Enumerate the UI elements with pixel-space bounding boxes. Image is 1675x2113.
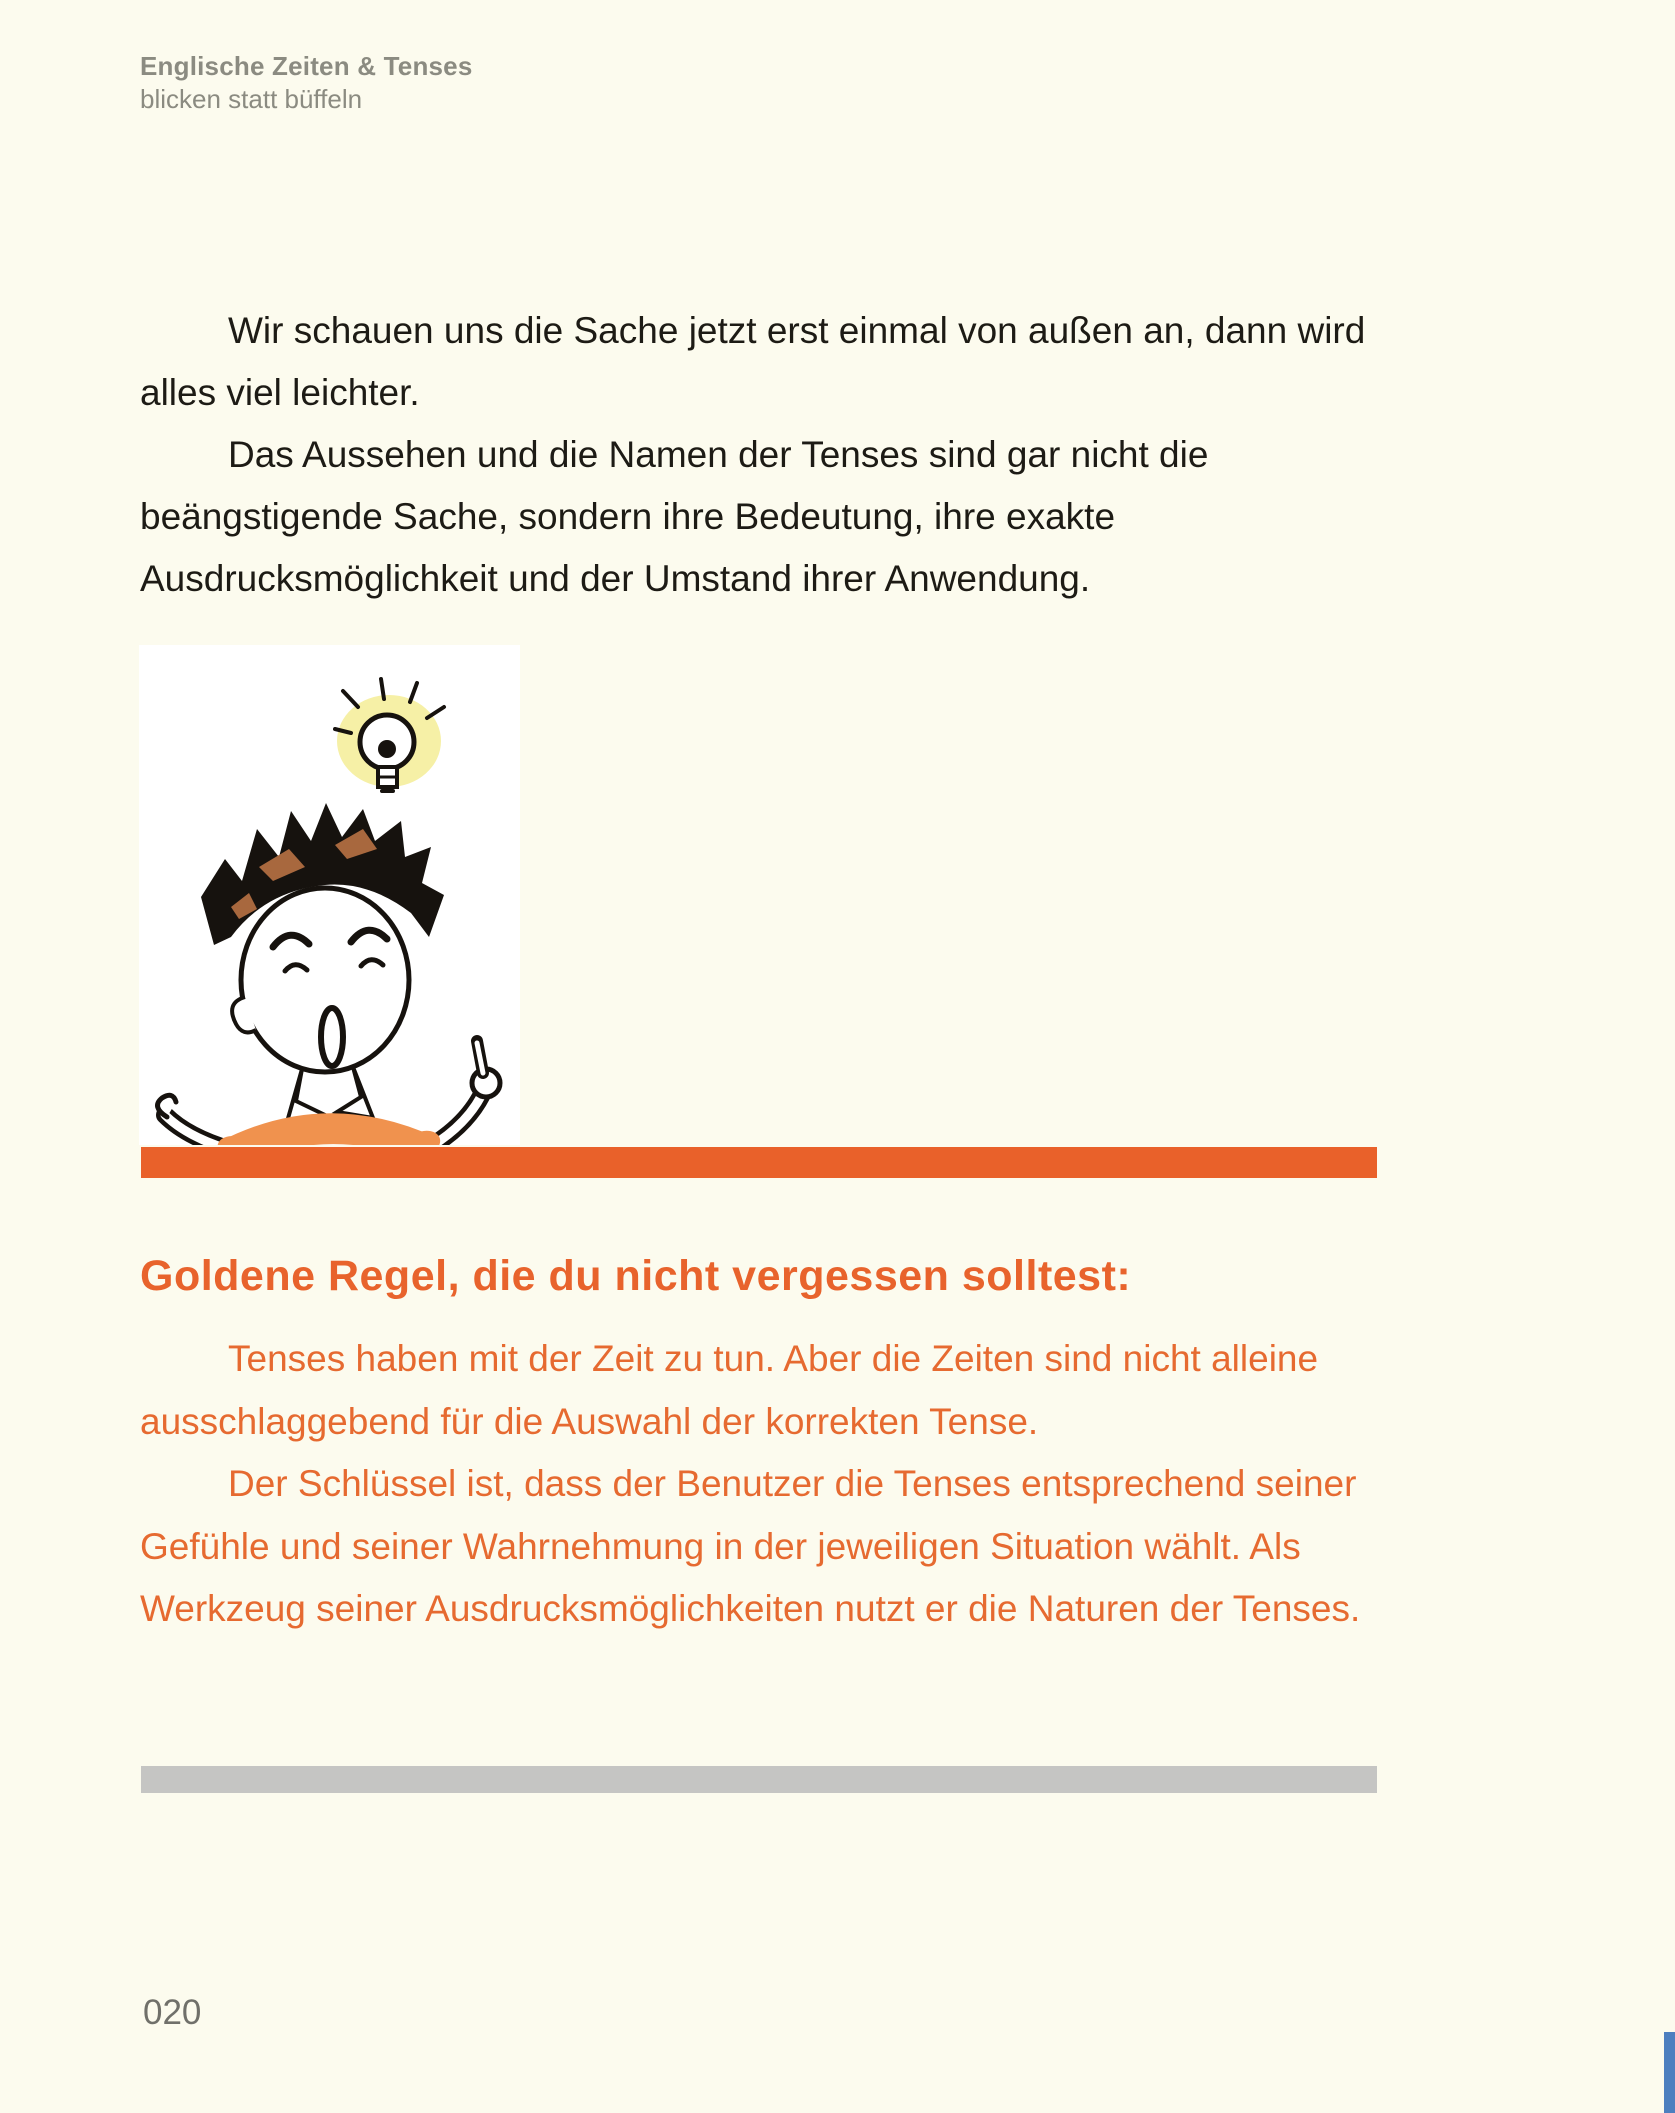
golden-rule-text-block <box>140 1328 1390 1641</box>
golden-rule-paragraph-1: Tenses haben mit der Zeit zu tun. Aber die Zeiten sind nicht alleine ausschlaggebend für die Auswahl der korrekten Tense. <box>140 1338 1319 1442</box>
book-title: Englische Zeiten & Tenses <box>140 51 473 81</box>
page-number: 020 <box>143 1993 202 2032</box>
boy-left-arm <box>158 1095 231 1145</box>
gray-divider-bar <box>141 1766 1377 1793</box>
boy-with-idea-lightbulb-drawing <box>139 645 520 1145</box>
boy-with-idea-illustration <box>139 645 520 1145</box>
golden-rule-heading: Goldene Regel, die du nicht vergessen solltest: <box>140 1252 1132 1300</box>
book-subtitle: blicken statt büffeln <box>140 84 363 114</box>
chapter-edge-tab <box>1664 2032 1675 2113</box>
running-header <box>140 50 473 116</box>
intro-paragraph-2: Das Aussehen und die Namen der Tenses sind gar nicht die beängstigende Sache, sondern ihre Bedeutung, ihre exakte Ausdrucksmöglichkeit und der Umstand ihrer Anwendung. <box>140 434 1209 599</box>
golden-rule-paragraph-2: Der Schlüssel ist, dass der Benutzer die Tenses entsprechend seiner Gefühle und seiner Wahrnehmung in der jeweiligen Situation wählt. Als Werkzeug seiner Ausdrucksmöglichkeiten nutzt er die Naturen der Tenses. <box>140 1463 1361 1629</box>
intro-paragraph-1: Wir schauen uns die Sache jetzt erst einmal von außen an, dann wird alles viel leichter. <box>140 310 1366 413</box>
boy-right-arm <box>425 1041 500 1145</box>
orange-divider-bar <box>141 1147 1377 1178</box>
boy-mouth <box>321 1008 343 1066</box>
shirt-yoke <box>217 1113 438 1145</box>
intro-text-block <box>140 300 1390 610</box>
